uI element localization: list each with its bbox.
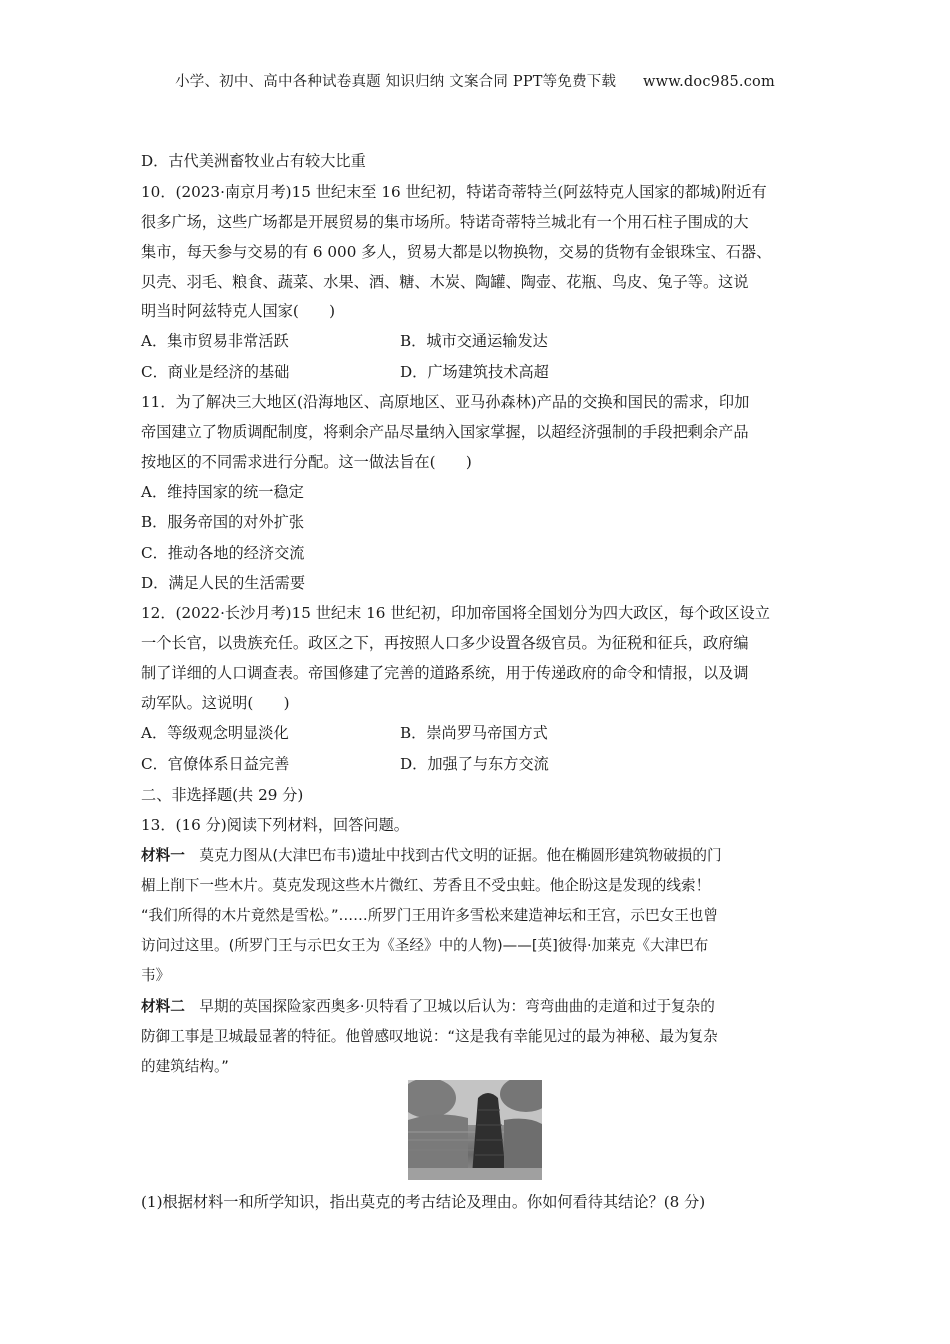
- q12-line-1: 12．(2022·长沙月考)15 世纪末 16 世纪初，印加帝国将全国划分为四大政区，每个政区设立: [141, 604, 770, 622]
- q12-option-a: A．等级观念明显淡化: [141, 724, 289, 742]
- material1-line-3: “我们所得的木片竟然是雪松。”……所罗门王用许多雪松来建造神坛和王宫，示巴女王也曾: [141, 907, 718, 924]
- material2-text-1: 早期的英国探险家西奥多·贝特看了卫城以后认为：弯弯曲曲的走道和过于复杂的: [184, 998, 715, 1015]
- header-site-link[interactable]: www.doc985.com: [642, 74, 775, 90]
- q12-line-4: 动军队。这说明( ): [141, 694, 290, 712]
- q11-option-d: D．满足人民的生活需要: [141, 574, 306, 592]
- material1-line-4: 访问过这里。(所罗门王与示巴女王为《圣经》中的人物)——[英]彼得·加莱克《大津巴布: [141, 937, 709, 954]
- q11-line-2: 帝国建立了物质调配制度，将剩余产品尽量纳入国家掌握，以超经济强制的手段把剩余产品: [141, 423, 749, 441]
- q11-option-a: A．维持国家的统一稳定: [141, 483, 304, 501]
- q9-option-d: D．古代美洲畜牧业占有较大比重: [141, 152, 366, 170]
- q10-line-1: 10．(2023·南京月考)15 世纪末至 16 世纪初，特诺奇蒂特兰(阿兹特克人国家的都城)附近有: [141, 183, 767, 201]
- header-text: 小学、初中、高中各种试卷真题 知识归纳 文案合同 PPT等免费下载: [175, 74, 617, 90]
- material1-label: 材料一: [141, 847, 185, 864]
- q13-intro: 13．(16 分)阅读下列材料，回答问题。: [141, 816, 409, 834]
- tower-illustration: [408, 1080, 542, 1180]
- q10-option-d: D．广场建筑技术高超: [400, 363, 549, 381]
- q10-line-2: 很多广场，这些广场都是开展贸易的集市场所。特诺奇蒂特兰城北有一个用石柱子围成的大: [141, 213, 749, 231]
- q10-option-a: A．集市贸易非常活跃: [141, 332, 289, 350]
- material2-label: 材料二: [141, 998, 185, 1015]
- q11-line-3: 按地区的不同需求进行分配。这一做法旨在( ): [141, 453, 472, 471]
- q11-line-1: 11．为了解决三大地区(沿海地区、高原地区、亚马孙森林)产品的交换和国民的需求，印加: [141, 393, 750, 411]
- q11-option-c: C．推动各地的经济交流: [141, 544, 305, 562]
- q12-option-d: D．加强了与东方交流: [400, 755, 549, 773]
- q10-line-4: 贝壳、羽毛、粮食、蔬菜、水果、酒、糖、木炭、陶罐、陶壶、花瓶、鸟皮、兔子等。这说: [141, 273, 749, 291]
- material1-line-1: [141, 846, 821, 866]
- material1-text-1: 莫克力图从(大津巴布韦)遗址中找到古代文明的证据。他在椭圆形建筑物破损的门: [184, 847, 722, 864]
- q10-line-5: 明当时阿兹特克人国家( ): [141, 302, 336, 320]
- material1-line-2: 楣上削下一些木片。莫克发现这些木片微红、芳香且不受虫蛀。他企盼这是发现的线索！: [141, 877, 711, 894]
- q12-options-ab: [141, 723, 821, 743]
- q11-option-b: B．服务帝国的对外扩张: [141, 513, 305, 531]
- material1-line-5: 韦》: [141, 967, 171, 984]
- section-title: 二、非选择题(共 29 分): [141, 786, 304, 804]
- q10-options-ab: [141, 331, 821, 351]
- great-zimbabwe-photo: [408, 1080, 542, 1180]
- q13-sub1: (1)根据材料一和所学知识，指出莫克的考古结论及理由。你如何看待其结论？(8 分): [141, 1193, 706, 1211]
- q12-options-cd: [141, 754, 821, 774]
- q12-option-b: B．崇尚罗马帝国方式: [400, 724, 548, 742]
- material2-line-1: [141, 997, 821, 1017]
- q12-line-2: 一个长官，以贵族充任。政区之下，再按照人口多少设置各级官员。为征税和征兵，政府编: [141, 634, 749, 652]
- q10-option-b: B．城市交通运输发达: [400, 332, 548, 350]
- q10-option-c: C．商业是经济的基础: [141, 363, 290, 381]
- q12-line-3: 制了详细的人口调查表。帝国修建了完善的道路系统，用于传递政府的命令和情报，以及调: [141, 664, 749, 682]
- q12-option-c: C．官僚体系日益完善: [141, 755, 290, 773]
- q10-line-3: 集市，每天参与交易的有 6 000 多人，贸易大都是以物换物，交易的货物有金银珠宝、石器、: [141, 243, 772, 261]
- page-header: [0, 70, 950, 91]
- material2-line-2: 防御工事是卫城最显著的特征。他曾感叹地说：“这是我有幸能见过的最为神秘、最为复杂: [141, 1028, 718, 1045]
- q10-options-cd: [141, 362, 821, 382]
- material2-line-3: 的建筑结构。”: [141, 1058, 229, 1075]
